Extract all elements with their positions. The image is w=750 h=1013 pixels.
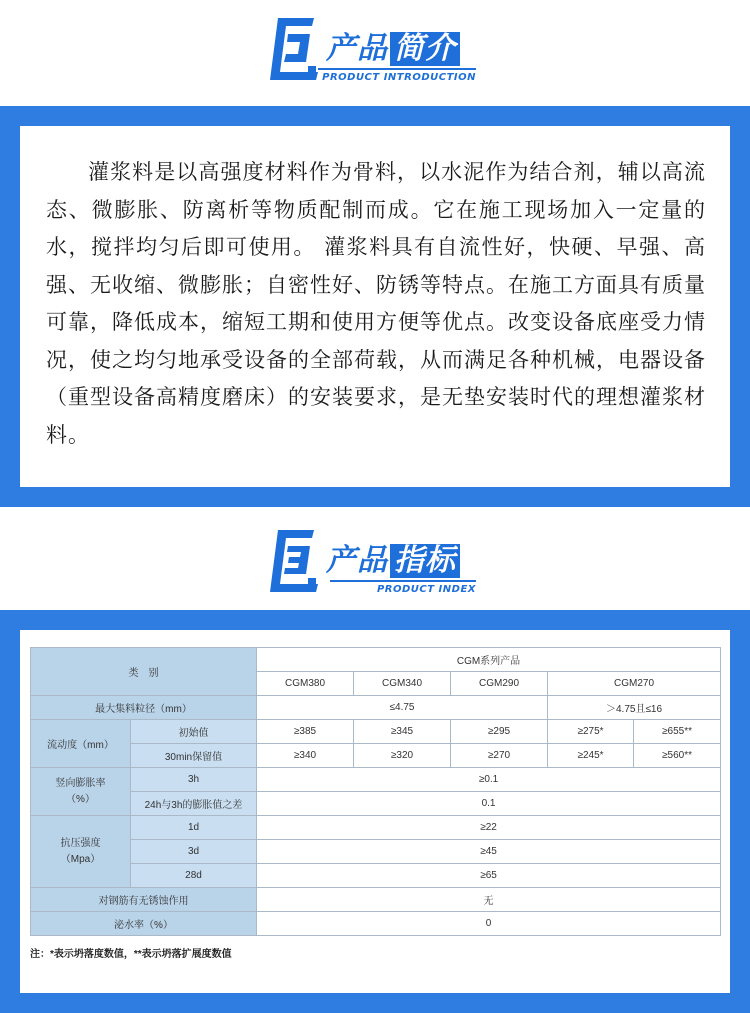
- row-sublabel: 28d: [131, 864, 257, 888]
- cell: ≥295: [451, 720, 548, 744]
- row-label-line: （Mpa）: [60, 853, 101, 865]
- table-row: [31, 864, 721, 888]
- cell: 0: [257, 912, 721, 936]
- table-row: [31, 768, 721, 792]
- cell: ≥22: [257, 816, 721, 840]
- row-sublabel: 初始值: [131, 720, 257, 744]
- table-row: [31, 888, 721, 912]
- row-label-line: 竖向膨胀率: [55, 777, 106, 789]
- cell: ＞4.75且≤16: [548, 696, 721, 720]
- product-header: CGM340: [354, 672, 451, 696]
- table-row: [31, 912, 721, 936]
- table-note: 注：*表示坍落度数值，**表示坍落扩展度数值: [30, 949, 232, 960]
- cell: ≥275*: [548, 720, 634, 744]
- cell: ≥45: [257, 840, 721, 864]
- cell: ≥385: [257, 720, 354, 744]
- section-title-highlight: 简介: [390, 32, 460, 66]
- product-spec-table: [30, 647, 721, 936]
- category-header: 类 别: [31, 648, 257, 696]
- row-label: 泌水率（%）: [31, 912, 257, 936]
- row-label: [31, 768, 131, 816]
- table-row: [31, 696, 721, 720]
- product-header: CGM380: [257, 672, 354, 696]
- cell: ≥655**: [634, 720, 721, 744]
- cell: ≥65: [257, 864, 721, 888]
- row-label-line: （%）: [66, 793, 95, 805]
- table-row: [31, 720, 721, 744]
- cell: ≤4.75: [257, 696, 548, 720]
- number-3-logo-icon: [268, 528, 330, 594]
- section-heading-intro: [0, 8, 750, 98]
- table-row: [31, 816, 721, 840]
- product-header: CGM270: [548, 672, 721, 696]
- row-label: [31, 816, 131, 888]
- row-sublabel: 1d: [131, 816, 257, 840]
- row-label: 流动度（mm）: [31, 720, 131, 768]
- table-row: [31, 648, 721, 672]
- cell: ≥345: [354, 720, 451, 744]
- cell: ≥270: [451, 744, 548, 768]
- table-row: [31, 744, 721, 768]
- cell: ≥340: [257, 744, 354, 768]
- cell: ≥560**: [634, 744, 721, 768]
- series-header: CGM系列产品: [257, 648, 721, 672]
- row-sublabel: 3h: [131, 768, 257, 792]
- intro-paragraph: 灌浆料是以高强度材料作为骨料，以水泥作为结合剂，辅以高流态、微膨胀、防离析等物质配制而成。它在施工现场加入一定量的水，搅拌均匀后即可使用。 灌浆料具有自流性好，快硬、早强、高强、无收缩、微膨胀；自密性好、防锈等特点。在施工方面具有质量可靠，降低成本，缩短工期和使用方便等优点。改变设备底座受力情况，使之均匀地承受设备的全部荷载，从而满足各种机械，电器设备（重型设备高精度磨床）的安装要求，是无垫安装时代的理想灌浆材料。: [46, 160, 706, 447]
- table-row: [31, 840, 721, 864]
- row-label-line: 抗压强度: [60, 837, 101, 849]
- cell: ≥245*: [548, 744, 634, 768]
- cell: ≥0.1: [257, 768, 721, 792]
- section-heading-index: [0, 524, 750, 614]
- table-row: [31, 792, 721, 816]
- section-title-plain: 产品: [326, 31, 388, 66]
- section-title-plain: 产品: [326, 543, 388, 578]
- cell: 无: [257, 888, 721, 912]
- product-header: CGM290: [451, 672, 548, 696]
- row-label: 对钢筋有无锈蚀作用: [31, 888, 257, 912]
- section-subtitle: PRODUCT INDEX: [330, 580, 476, 599]
- cell: ≥320: [354, 744, 451, 768]
- row-sublabel: 30min保留值: [131, 744, 257, 768]
- row-label: 最大集料粒径（mm）: [31, 696, 257, 720]
- section-title-highlight: 指标: [390, 544, 460, 578]
- section-subtitle: PRODUCT INTRODUCTION: [318, 68, 476, 87]
- row-sublabel: 24h与3h的膨胀值之差: [131, 792, 257, 816]
- row-sublabel: 3d: [131, 840, 257, 864]
- cell: 0.1: [257, 792, 721, 816]
